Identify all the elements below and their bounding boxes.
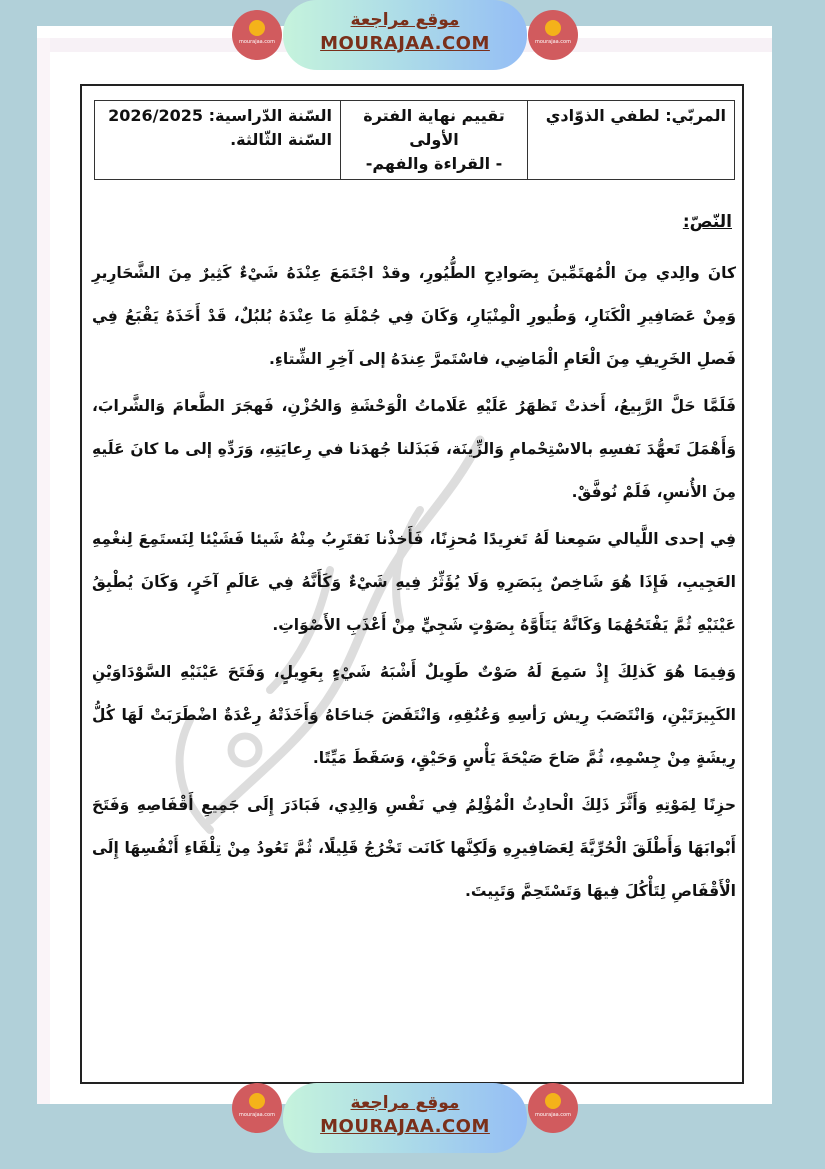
exam-subject: - القراءة والفهم- xyxy=(365,154,503,173)
site-badge-top-right[interactable] xyxy=(528,10,578,60)
book-logo-icon xyxy=(545,1093,561,1109)
passage-paragraph-5: حزِنًا لِمَوْتِهِ وَأَثَّرَ ذَلِكَ الْحادِثُ الْمُؤْلِمُ فِي نَفْسِ وَالِدِي، فَبَادَرَ إِلَى جَمِيعِ أَقْفَاصِهِ وَفَتَحَ أَبْوابَهَا وَأَطْلَقَ الْحُرِّيَّةَ لِعَصَافِيرِهِ وَلَكِنَّها كَانَت تَخْرُجُ قَلِيلًا، ثُمَّ تَعُودُ مِنْ تِلْقَاءِ أَنْفُسِهَا إِلَى الْأَقْفَاصِ لِتَأْكُلَ فِيهَا وَتَسْتَحِمَّ وَتَبِيتَ. xyxy=(92,796,736,900)
section-title: النّصّ: xyxy=(682,212,732,232)
badge-text: mourajaa.com xyxy=(238,39,275,45)
header-table xyxy=(94,100,735,180)
passage-paragraph-1: كانَ والِدي مِنَ الْمُهتَمِّينَ بِصَوادِحِ الطُّيُورِ، وقدْ اجْتَمَعَ عِنْدَهُ شَيْءٌ كَثِيرٌ مِنَ الشَّحَارِيرِ وَمِنْ عَصَافِيرِ الْكَنَارِ، وَطُيورِ الْمِنْيَارِ، وَكَانَ فِي جُمْلَةِ مَا عِنْدَهُ بُلبُلٌ، قَدْ أَخَذَهُ يَقْبَعُ فِي فَصلِ الخَرِيفِ مِنَ الْعَامِ الْمَاضِي، فاسْتَمرَّ عِندَهُ إلى آخِرِ الشِّتاءِ. xyxy=(92,264,736,368)
badge-text: mourajaa.com xyxy=(534,39,571,45)
site-banner-top[interactable] xyxy=(283,0,527,70)
book-logo-icon xyxy=(545,20,561,36)
teacher-name: المربّي: لطفي الذوّادي xyxy=(545,106,726,125)
site-banner-bottom[interactable] xyxy=(283,1083,527,1153)
book-logo-icon xyxy=(249,1093,265,1109)
page-left-strip xyxy=(37,38,50,1104)
site-badge-bottom-right[interactable] xyxy=(528,1083,578,1133)
banner-arabic: موقع مراجعة xyxy=(350,1093,460,1113)
site-badge-bottom-left[interactable] xyxy=(232,1083,282,1133)
site-badge-top-left[interactable] xyxy=(232,10,282,60)
badge-text: mourajaa.com xyxy=(534,1112,571,1118)
teacher-cell xyxy=(528,101,735,180)
passage-paragraph-4: وَفِيمَا هُوَ كَذلِكَ إِذْ سَمِعَ لَهُ صَوْتٌ طَوِيلٌ أَشْبَهُ شَيْءٍ بِعَوِيلٍ، وَفَتَحَ عَيْنَيْهِ السَّوْدَاوَيْنِ الكَبِيرَتَيْنِ، وَانْتَصَبَ رِيش رَأسِهِ وَعُنُقِهِ، وَانْتَفَضَ جَناحَاهُ وَأَخَذَتْهُ رِعْدَةٌ اضْطَرَبَتْ لَهَا كُلُّ رِيشَةٍ مِنْ جِسْمِهِ، ثُمَّ صَاحَ صَيْحَةَ يَأْسٍ وَحَيْقٍ، وَسَقَطَ مَيِّتًا. xyxy=(92,663,736,767)
year-cell xyxy=(95,101,341,180)
banner-arabic: موقع مراجعة xyxy=(350,10,460,30)
exam-title-cell xyxy=(341,101,528,180)
exam-title: تقييم نهاية الفترة الأولى xyxy=(363,106,505,149)
passage-paragraph-2: فَلَمَّا حَلَّ الرَّبِيعُ، أَخذتْ تَظهَرُ عَلَيْهِ عَلَاماتُ الْوَحْشَةِ وَالحُزْنِ، فَهجَرَ الطَّعامَ وَالشَّرابَ، وَأَهْمَلَ تَعهُّدَ نَفسِهِ بالاسْتِحْمامِ وَالزِّينَة، فَبَذَلنا جُهدَنا في رِعايَتِهِ، وَرَدِّهِ إلى ما كانَ عَلَيهِ مِنَ الأُنسِ، فَلَمْ نُوفَّقْ. xyxy=(92,397,736,501)
banner-latin: MOURAJAA.COM xyxy=(320,1116,490,1137)
book-logo-icon xyxy=(249,20,265,36)
grade-level: السّنة الثّالثة. xyxy=(230,130,332,149)
banner-latin: MOURAJAA.COM xyxy=(320,33,490,54)
badge-text: mourajaa.com xyxy=(238,1112,275,1118)
reading-passage xyxy=(92,252,736,917)
school-year: السّنة الدّراسية: 2026/2025 xyxy=(108,106,332,125)
passage-paragraph-3: فِي إحدى اللَّيالي سَمِعنا لَهُ تَغرِيدًا مُحزِنًا، فَأَخذْنا نَقتَرِبُ مِنْهُ شَيئا فَشَيْئا لِنَستَمِعَ لِنغْمِهِ العَجِيبِ، فَإِذَا هُوَ شَاخِصٌ بِبَصَرِهِ وَلَا يُؤَثِّرُ فِيهِ شَيْءٌ وَكَأَنَّهُ فِي عَالَمِ آخَرٍ، وَكَانَ يُطْبِقُ عَيْنَيْهِ ثُمَّ يَفْتَحُهُمَا وَكَانَّهُ يَتَأَوَّهُ بِصَوْتٍ شَجِيٍّ مِنْ أَعْذَبِ الأَصْوَاتِ. xyxy=(92,530,736,634)
